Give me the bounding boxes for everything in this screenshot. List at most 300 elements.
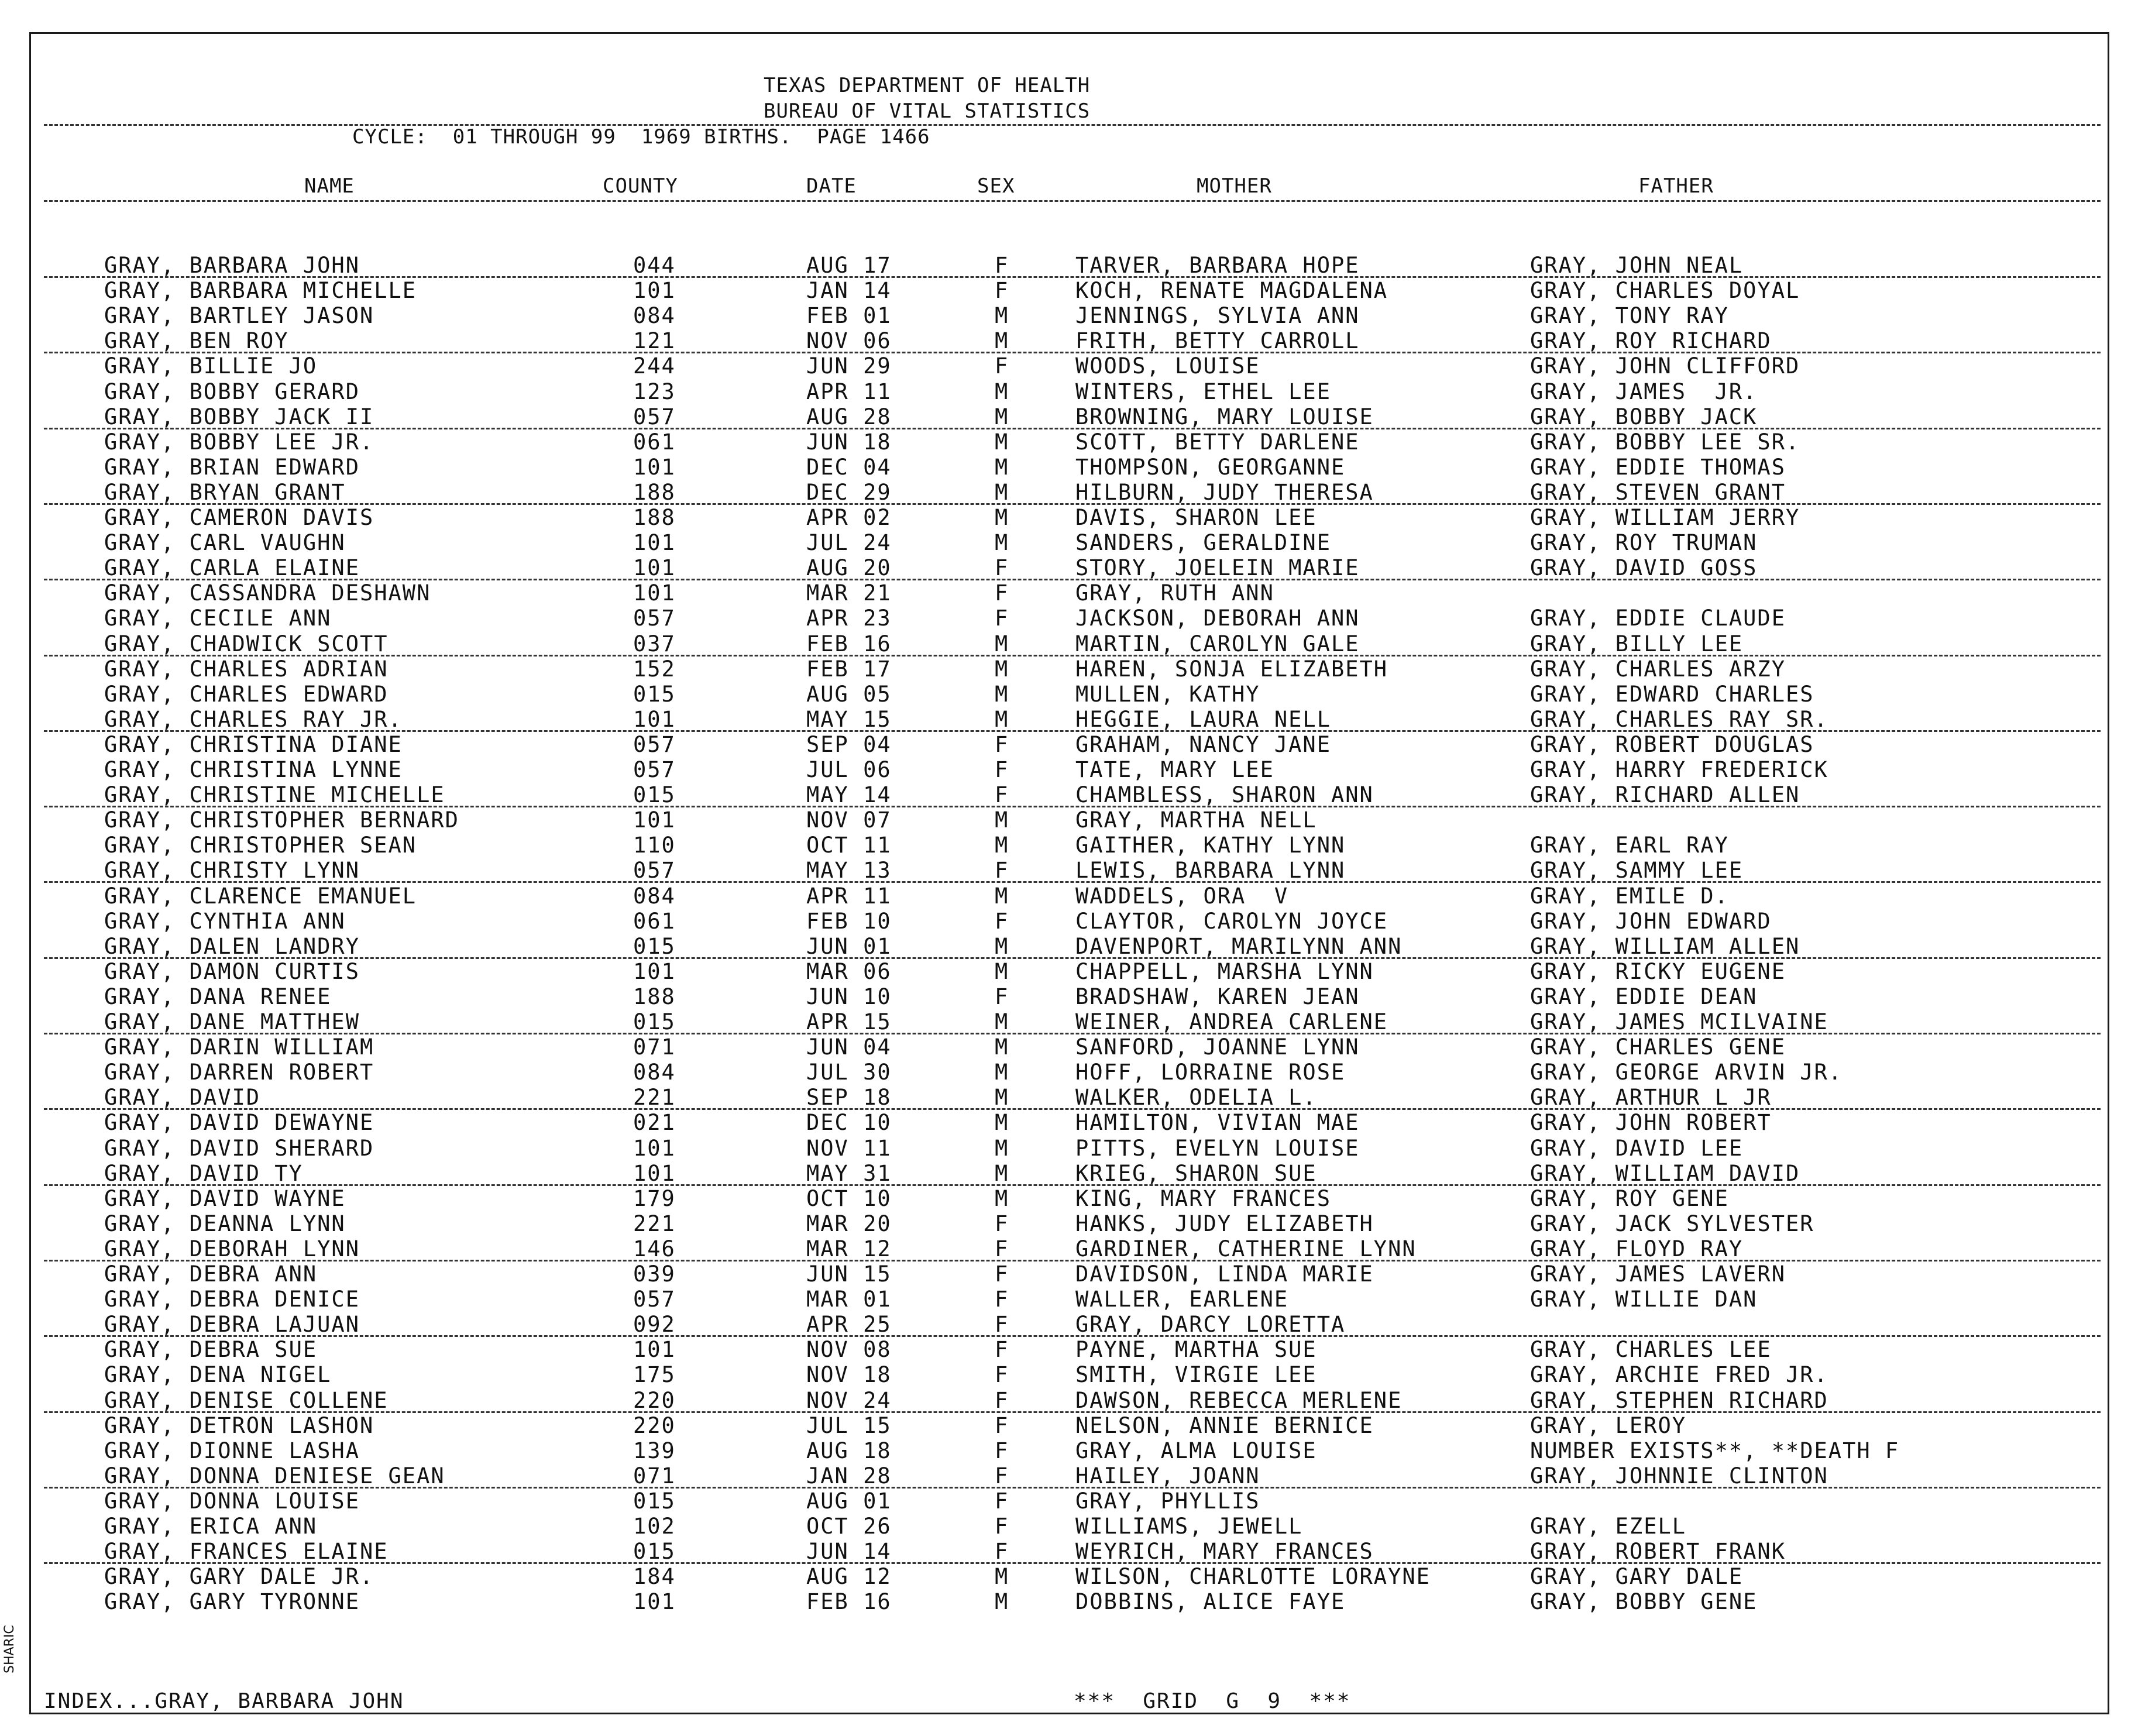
record-father: GRAY, ROY TRUMAN [1530, 530, 1758, 556]
record-mother: GRAY, DARCY LORETTA [1075, 1312, 1346, 1338]
record-father: GRAY, FLOYD RAY [1530, 1236, 1744, 1261]
record-mother: CHAMBLESS, SHARON ANN [1075, 782, 1374, 808]
record-date: NOV 07 [806, 807, 892, 833]
record-father: GRAY, EDWARD CHARLES [1530, 681, 1814, 707]
record-date: DEC 29 [806, 479, 892, 505]
record-date: NOV 24 [806, 1387, 892, 1413]
record-row [0, 1034, 2138, 1060]
record-date: MAY 15 [806, 706, 892, 732]
record-county: 015 [633, 933, 676, 959]
record-row [0, 1489, 2138, 1514]
record-row [0, 303, 2138, 328]
record-sex: M [995, 933, 1009, 959]
record-father: GRAY, ARCHIE FRED JR. [1530, 1362, 1828, 1388]
record-county: 084 [633, 883, 676, 909]
record-county: 057 [633, 1287, 676, 1312]
record-name: GRAY, DAVID DEWAYNE [104, 1110, 374, 1136]
record-row [0, 656, 2138, 682]
record-mother: GRAY, ALMA LOUISE [1075, 1438, 1317, 1463]
record-father: GRAY, JOHN EDWARD [1530, 908, 1772, 934]
record-name: GRAY, BILLIE JO [104, 353, 318, 379]
record-name: GRAY, CLARENCE EMANUEL [104, 883, 417, 909]
record-sex: M [995, 681, 1009, 707]
record-mother: THOMPSON, GEORGANNE [1075, 454, 1346, 480]
record-row [0, 909, 2138, 934]
record-county: 101 [633, 555, 676, 581]
record-date: MAR 21 [806, 580, 892, 606]
record-sex: F [995, 1287, 1009, 1312]
record-father: GRAY, BOBBY JACK [1530, 404, 1758, 429]
record-name: GRAY, CHARLES RAY JR. [104, 706, 403, 732]
record-row [0, 934, 2138, 959]
record-mother: KOCH, RENATE MAGDALENA [1075, 278, 1388, 304]
record-county: 101 [633, 278, 676, 304]
record-row [0, 1161, 2138, 1186]
record-county: 071 [633, 1463, 676, 1489]
record-mother: HILBURN, JUDY THERESA [1075, 479, 1374, 505]
record-row [0, 1564, 2138, 1589]
record-sex: M [995, 1060, 1009, 1085]
record-name: GRAY, CHRISTY LYNN [104, 858, 360, 884]
record-date: APR 23 [806, 606, 892, 631]
record-name: GRAY, DONNA LOUISE [104, 1488, 360, 1514]
record-name: GRAY, BARBARA JOHN [104, 253, 360, 278]
record-name: GRAY, CHRISTOPHER BERNARD [104, 807, 459, 833]
record-sex: F [995, 1312, 1009, 1338]
record-mother: WINTERS, ETHEL LEE [1075, 379, 1331, 404]
record-row [0, 1312, 2138, 1337]
record-row [0, 782, 2138, 807]
record-name: GRAY, CYNTHIA ANN [104, 908, 346, 934]
record-county: 121 [633, 328, 676, 354]
column-divider [44, 200, 2101, 202]
record-date: JAN 14 [806, 278, 892, 304]
record-date: JUN 14 [806, 1539, 892, 1565]
record-mother: PITTS, EVELYN LOUISE [1075, 1135, 1360, 1161]
record-county: 184 [633, 1564, 676, 1590]
record-county: 092 [633, 1312, 676, 1338]
record-date: MAR 01 [806, 1287, 892, 1312]
record-mother: TARVER, BARBARA HOPE [1075, 253, 1360, 278]
column-header-father: FATHER [1638, 174, 1714, 198]
cycle-line: CYCLE: 01 THROUGH 99 1969 BIRTHS. PAGE 1466 [352, 125, 930, 149]
record-row [0, 1337, 2138, 1362]
record-row [0, 732, 2138, 757]
record-father: GRAY, SAMMY LEE [1530, 858, 1744, 884]
record-sex: M [995, 656, 1009, 682]
record-date: NOV 18 [806, 1362, 892, 1388]
record-father: GRAY, LEROY [1530, 1412, 1687, 1438]
record-sex: M [995, 303, 1009, 329]
record-name: GRAY, BEN ROY [104, 328, 289, 354]
record-sex: M [995, 1185, 1009, 1211]
record-county: 152 [633, 656, 676, 682]
record-sex: F [995, 1211, 1009, 1236]
record-father: GRAY, EDDIE CLAUDE [1530, 606, 1786, 631]
record-row [0, 429, 2138, 455]
record-father: GRAY, BOBBY LEE SR. [1530, 429, 1800, 455]
record-county: 101 [633, 958, 676, 984]
record-sex: M [995, 1589, 1009, 1615]
record-county: 188 [633, 479, 676, 505]
record-county: 175 [633, 1362, 676, 1388]
record-mother: DAVIS, SHARON LEE [1075, 505, 1317, 530]
record-name: GRAY, DAVID [104, 1085, 261, 1111]
record-county: 101 [633, 706, 676, 732]
record-county: 101 [633, 530, 676, 556]
grid-footer: *** GRID G 9 *** [1074, 1689, 1351, 1713]
record-date: MAR 12 [806, 1236, 892, 1261]
record-name: GRAY, BARTLEY JASON [104, 303, 374, 329]
record-row [0, 555, 2138, 580]
record-sex: F [995, 1463, 1009, 1489]
record-county: 188 [633, 505, 676, 530]
record-name: GRAY, CHARLES EDWARD [104, 681, 389, 707]
record-father: GRAY, BILLY LEE [1530, 631, 1744, 656]
record-county: 057 [633, 858, 676, 884]
record-mother: JACKSON, DEBORAH ANN [1075, 606, 1360, 631]
record-mother: GRAY, MARTHA NELL [1075, 807, 1317, 833]
record-sex: M [995, 833, 1009, 858]
record-mother: MARTIN, CAROLYN GALE [1075, 631, 1360, 656]
record-mother: CLAYTOR, CAROLYN JOYCE [1075, 908, 1388, 934]
record-row [0, 1463, 2138, 1489]
record-name: GRAY, BOBBY JACK II [104, 404, 374, 429]
record-mother: WOODS, LOUISE [1075, 353, 1260, 379]
record-county: 061 [633, 908, 676, 934]
record-father: GRAY, DAVID GOSS [1530, 555, 1758, 581]
record-name: GRAY, CECILE ANN [104, 606, 332, 631]
record-mother: NELSON, ANNIE BERNICE [1075, 1412, 1374, 1438]
record-father: GRAY, CHARLES GENE [1530, 1034, 1786, 1060]
record-mother: DAVENPORT, MARILYNN ANN [1075, 933, 1403, 959]
record-county: 220 [633, 1412, 676, 1438]
record-row [0, 353, 2138, 379]
record-name: GRAY, DEANNA LYNN [104, 1211, 346, 1236]
record-date: SEP 04 [806, 731, 892, 757]
record-mother: DAVIDSON, LINDA MARIE [1075, 1261, 1374, 1287]
record-date: JUN 18 [806, 429, 892, 455]
record-row [0, 328, 2138, 353]
record-county: 057 [633, 757, 676, 782]
record-date: MAR 20 [806, 1211, 892, 1236]
record-name: GRAY, DIONNE LASHA [104, 1438, 360, 1463]
record-date: OCT 10 [806, 1185, 892, 1211]
record-row [0, 1589, 2138, 1614]
record-father: GRAY, GEORGE ARVIN JR. [1530, 1060, 1843, 1085]
record-mother: DAWSON, REBECCA MERLENE [1075, 1387, 1403, 1413]
record-row [0, 1514, 2138, 1539]
record-sex: M [995, 429, 1009, 455]
record-row [0, 530, 2138, 555]
record-mother: KRIEG, SHARON SUE [1075, 1160, 1317, 1186]
record-mother: PAYNE, MARTHA SUE [1075, 1337, 1317, 1363]
record-date: MAY 14 [806, 782, 892, 808]
record-father: GRAY, JOHN CLIFFORD [1530, 353, 1800, 379]
record-father: GRAY, JOHN ROBERT [1530, 1110, 1772, 1136]
record-sex: M [995, 328, 1009, 354]
record-father: GRAY, CHARLES DOYAL [1530, 278, 1800, 304]
record-sex: M [995, 1085, 1009, 1111]
record-mother: BROWNING, MARY LOUISE [1075, 404, 1374, 429]
record-father: GRAY, JAMES LAVERN [1530, 1261, 1786, 1287]
record-date: AUG 18 [806, 1438, 892, 1463]
record-mother: SMITH, VIRGIE LEE [1075, 1362, 1317, 1388]
record-date: AUG 17 [806, 253, 892, 278]
record-county: 188 [633, 984, 676, 1009]
record-mother: BRADSHAW, KAREN JEAN [1075, 984, 1360, 1009]
record-date: JUL 06 [806, 757, 892, 782]
record-name: GRAY, DAVID TY [104, 1160, 303, 1186]
record-sex: M [995, 1564, 1009, 1590]
record-date: FEB 16 [806, 631, 892, 656]
record-sex: F [995, 555, 1009, 581]
record-mother: HANKS, JUDY ELIZABETH [1075, 1211, 1374, 1236]
record-mother: WILSON, CHARLOTTE LORAYNE [1075, 1564, 1431, 1590]
record-name: GRAY, BRIAN EDWARD [104, 454, 360, 480]
record-date: MAR 06 [806, 958, 892, 984]
record-county: 101 [633, 454, 676, 480]
record-county: 146 [633, 1236, 676, 1261]
record-father: GRAY, RICKY EUGENE [1530, 958, 1786, 984]
record-mother: GAITHER, KATHY LYNN [1075, 833, 1346, 858]
record-sex: F [995, 353, 1009, 379]
record-mother: HOFF, LORRAINE ROSE [1075, 1060, 1346, 1085]
side-label: SHARIC [2, 1625, 17, 1673]
record-row [0, 959, 2138, 984]
record-name: GRAY, DANE MATTHEW [104, 1009, 360, 1034]
record-row [0, 1362, 2138, 1387]
record-mother: WALKER, ODELIA L. [1075, 1085, 1317, 1111]
record-county: 101 [633, 807, 676, 833]
record-father: GRAY, BOBBY GENE [1530, 1589, 1758, 1615]
record-row [0, 1186, 2138, 1211]
record-father: GRAY, WILLIAM JERRY [1530, 505, 1800, 530]
record-date: JUN 15 [806, 1261, 892, 1287]
record-row [0, 1539, 2138, 1564]
record-sex: F [995, 858, 1009, 884]
record-father: GRAY, TONY RAY [1530, 303, 1729, 329]
record-name: GRAY, CASSANDRA DESHAWN [104, 580, 431, 606]
record-row [0, 1211, 2138, 1236]
record-date: APR 11 [806, 379, 892, 404]
record-mother: WEINER, ANDREA CARLENE [1075, 1009, 1388, 1034]
record-sex: F [995, 1412, 1009, 1438]
record-father: GRAY, JAMES MCILVAINE [1530, 1009, 1828, 1034]
record-mother: CHAPPELL, MARSHA LYNN [1075, 958, 1374, 984]
record-name: GRAY, DENA NIGEL [104, 1362, 332, 1388]
record-sex: M [995, 1034, 1009, 1060]
record-sex: F [995, 1539, 1009, 1565]
record-name: GRAY, CHRISTINA LYNNE [104, 757, 403, 782]
record-row [0, 1136, 2138, 1161]
record-name: GRAY, CHRISTINE MICHELLE [104, 782, 445, 808]
record-row [0, 480, 2138, 505]
record-sex: F [995, 1261, 1009, 1287]
record-county: 139 [633, 1438, 676, 1463]
record-sex: M [995, 530, 1009, 556]
record-mother: SANDERS, GERALDINE [1075, 530, 1331, 556]
record-county: 015 [633, 681, 676, 707]
record-mother: WILLIAMS, JEWELL [1075, 1514, 1303, 1539]
record-mother: STORY, JOELEIN MARIE [1075, 555, 1360, 581]
record-county: 044 [633, 253, 676, 278]
record-county: 101 [633, 1589, 676, 1615]
record-father: GRAY, RICHARD ALLEN [1530, 782, 1800, 808]
record-row [0, 1438, 2138, 1463]
record-name: GRAY, DAMON CURTIS [104, 958, 360, 984]
record-row [0, 253, 2138, 278]
record-mother: WADDELS, ORA V [1075, 883, 1289, 909]
record-date: AUG 12 [806, 1564, 892, 1590]
record-county: 220 [633, 1387, 676, 1413]
record-name: GRAY, CHADWICK SCOTT [104, 631, 389, 656]
record-mother: WALLER, EARLENE [1075, 1287, 1289, 1312]
record-father: GRAY, EDDIE DEAN [1530, 984, 1758, 1009]
record-sex: F [995, 1236, 1009, 1261]
record-date: MAY 31 [806, 1160, 892, 1186]
record-sex: M [995, 883, 1009, 909]
record-sex: M [995, 1160, 1009, 1186]
record-mother: TATE, MARY LEE [1075, 757, 1274, 782]
record-name: GRAY, DARIN WILLIAM [104, 1034, 374, 1060]
record-date: DEC 04 [806, 454, 892, 480]
record-sex: F [995, 1488, 1009, 1514]
record-father: GRAY, HARRY FREDERICK [1530, 757, 1828, 782]
record-date: OCT 11 [806, 833, 892, 858]
column-header-county: COUNTY [603, 174, 678, 198]
record-name: GRAY, CARL VAUGHN [104, 530, 346, 556]
record-father: GRAY, CHARLES RAY SR. [1530, 706, 1828, 732]
record-sex: M [995, 1009, 1009, 1034]
record-name: GRAY, DANA RENEE [104, 984, 332, 1009]
record-mother: GARDINER, CATHERINE LYNN [1075, 1236, 1417, 1261]
record-row [0, 1388, 2138, 1413]
record-mother: FRITH, BETTY CARROLL [1075, 328, 1360, 354]
record-sex: M [995, 505, 1009, 530]
record-county: 101 [633, 1337, 676, 1363]
record-father: GRAY, WILLIAM DAVID [1530, 1160, 1800, 1186]
record-mother: GRAY, PHYLLIS [1075, 1488, 1260, 1514]
record-name: GRAY, BRYAN GRANT [104, 479, 346, 505]
record-sex: F [995, 580, 1009, 606]
record-row [0, 1287, 2138, 1312]
record-father: GRAY, CHARLES ARZY [1530, 656, 1786, 682]
record-sex: M [995, 958, 1009, 984]
record-father: NUMBER EXISTS**, **DEATH F [1530, 1438, 1900, 1463]
record-mother: HAMILTON, VIVIAN MAE [1075, 1110, 1360, 1136]
record-father: GRAY, EZELL [1530, 1514, 1687, 1539]
record-county: 061 [633, 429, 676, 455]
record-sex: F [995, 1514, 1009, 1539]
record-father: GRAY, GARY DALE [1530, 1564, 1744, 1590]
record-sex: M [995, 454, 1009, 480]
record-name: GRAY, CHARLES ADRIAN [104, 656, 389, 682]
record-name: GRAY, DENISE COLLENE [104, 1387, 389, 1413]
record-father: GRAY, STEPHEN RICHARD [1530, 1387, 1828, 1413]
record-row [0, 606, 2138, 631]
record-date: APR 15 [806, 1009, 892, 1034]
record-father: GRAY, EARL RAY [1530, 833, 1729, 858]
record-county: 244 [633, 353, 676, 379]
record-date: JUN 29 [806, 353, 892, 379]
record-date: JUL 30 [806, 1060, 892, 1085]
bureau-title: BUREAU OF VITAL STATISTICS [764, 99, 1091, 123]
column-header-mother: MOTHER [1197, 174, 1272, 198]
record-sex: F [995, 757, 1009, 782]
record-father: GRAY, ROY RICHARD [1530, 328, 1772, 354]
record-name: GRAY, GARY TYRONNE [104, 1589, 360, 1615]
record-sex: M [995, 1135, 1009, 1161]
record-sex: F [995, 606, 1009, 631]
record-mother: MULLEN, KATHY [1075, 681, 1260, 707]
column-header-date: DATE [806, 174, 857, 198]
record-county: 057 [633, 606, 676, 631]
record-date: NOV 11 [806, 1135, 892, 1161]
record-date: JUN 01 [806, 933, 892, 959]
record-county: 037 [633, 631, 676, 656]
record-mother: HEGGIE, LAURA NELL [1075, 706, 1331, 732]
record-name: GRAY, DEBRA LAJUAN [104, 1312, 360, 1338]
record-father: GRAY, ROBERT FRANK [1530, 1539, 1786, 1565]
record-row [0, 455, 2138, 480]
record-sex: M [995, 807, 1009, 833]
record-county: 021 [633, 1110, 676, 1136]
record-mother: GRAY, RUTH ANN [1075, 580, 1274, 606]
record-sex: F [995, 1438, 1009, 1463]
record-sex: M [995, 479, 1009, 505]
record-row [0, 1261, 2138, 1287]
record-date: OCT 26 [806, 1514, 892, 1539]
record-father: GRAY, STEVEN GRANT [1530, 479, 1786, 505]
agency-title: TEXAS DEPARTMENT OF HEALTH [764, 74, 1091, 97]
record-date: NOV 08 [806, 1337, 892, 1363]
record-mother: GRAHAM, NANCY JANE [1075, 731, 1331, 757]
record-sex: F [995, 1362, 1009, 1388]
record-row [0, 1236, 2138, 1261]
record-row [0, 682, 2138, 707]
record-row [0, 505, 2138, 530]
record-sex: F [995, 984, 1009, 1009]
record-name: GRAY, CARLA ELAINE [104, 555, 360, 581]
record-date: AUG 20 [806, 555, 892, 581]
record-row [0, 984, 2138, 1009]
record-county: 057 [633, 404, 676, 429]
record-county: 015 [633, 1009, 676, 1034]
record-row [0, 1110, 2138, 1135]
record-row [0, 1085, 2138, 1110]
record-county: 015 [633, 782, 676, 808]
record-mother: DOBBINS, ALICE FAYE [1075, 1589, 1346, 1615]
record-sex: M [995, 404, 1009, 429]
record-row [0, 1060, 2138, 1085]
record-name: GRAY, FRANCES ELAINE [104, 1539, 389, 1565]
record-row [0, 707, 2138, 732]
record-name: GRAY, CHRISTINA DIANE [104, 731, 403, 757]
record-date: JUN 10 [806, 984, 892, 1009]
record-name: GRAY, DALEN LANDRY [104, 933, 360, 959]
record-father: GRAY, DAVID LEE [1530, 1135, 1744, 1161]
record-sex: M [995, 379, 1009, 404]
record-row [0, 580, 2138, 606]
record-name: GRAY, CHRISTOPHER SEAN [104, 833, 417, 858]
record-date: AUG 28 [806, 404, 892, 429]
record-row [0, 757, 2138, 782]
column-header-sex: SEX [977, 174, 1015, 198]
record-father: GRAY, CHARLES LEE [1530, 1337, 1772, 1363]
record-father: GRAY, EMILE D. [1530, 883, 1729, 909]
record-father: GRAY, WILLIE DAN [1530, 1287, 1758, 1312]
